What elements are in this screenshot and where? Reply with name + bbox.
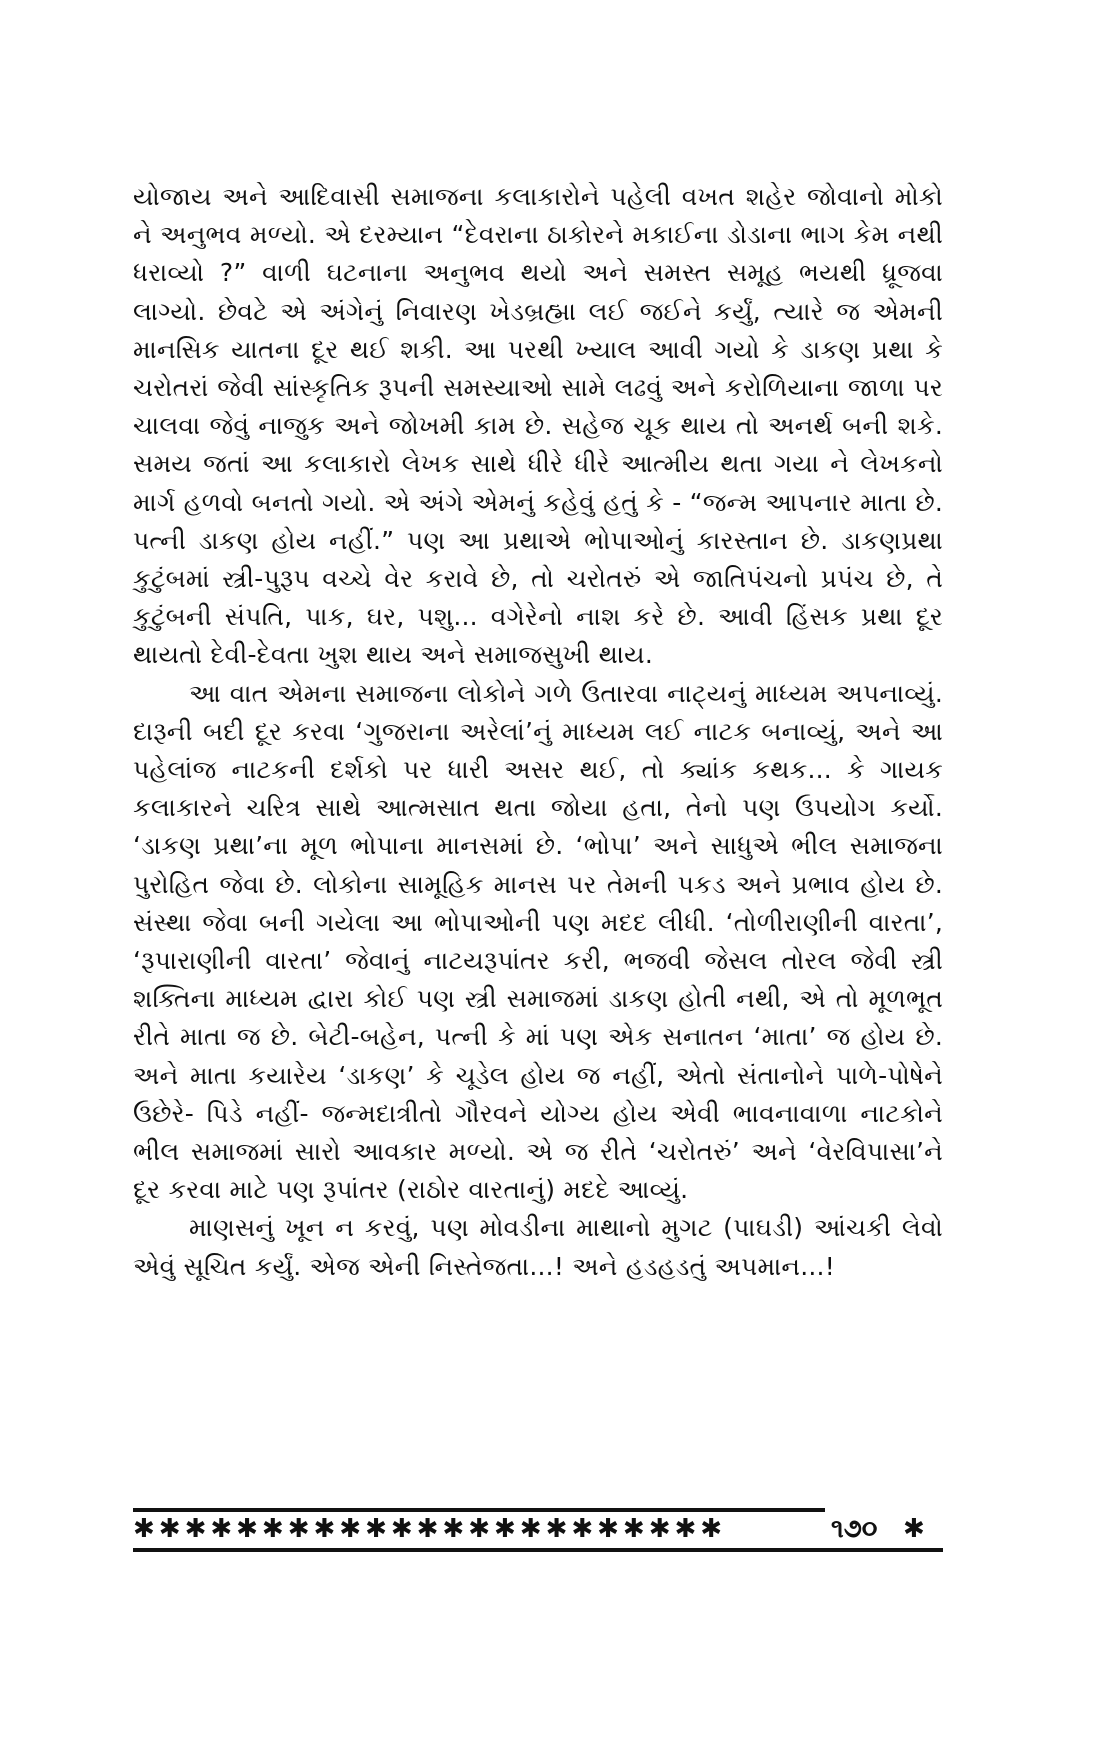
paragraph-theatre-medium: આ વાત એમના સમાજના લોકોને ગળે ઉતારવા નાટ્યનું માધ્યમ અપનાવ્યું. દારૂની બદી દૂર કરવા ‘ગુજરાના અરેલાં’નું માધ્યમ લઈ નાટક બનાવ્યું, અને આ પહેલાંજ નાટકની દર્શકો પર ધારી અસર થઈ, તો ક્યાંક કથક... કે ગાયક કલાકારને ચરિત્ર સાથે આત્મસાત થતા જોયા હતા, તેનો પણ ઉપયોગ કર્યો. ‘ડાકણ પ્રથા’ના મૂળ ભોપાના માનસમાં છે. ‘ભોપા’ અને સાધુએ ભીલ સમાજના પુરોહિત જેવા છે. લોકોના સામૂહિક માનસ પર તેમની પકડ અને પ્રભાવ હોય છે. સંસ્થા જેવા બની ગયેલા આ ભોપાઓની પણ મદદ લીધી. ‘તોળીરાણીની વારતા’, ‘રૂપારાણીની વારતા’ જેવાનું નાટયરૂપાંતર કરી, ભજવી જેસલ તોરલ જેવી સ્ત્રી શક્તિના માધ્યમ દ્વારા કોઈ પણ સ્ત્રી સમાજમાં ડાકણ હોતી નથી, એ તો મૂળભૂત રીતે માતા જ છે. બેટી-બહેન, પત્ની કે માં પણ એક સનાતન ‘માતા’ જ હોય છે. અને માતા કયારેય ‘ડાકણ’ કે ચૂડેલ હોય જ નહીં, એતો સંતાનોને પાળે-પોષેને ઉછેરે- પિડે નહીં- જન્મદાત્રીતો ગૌરવને યોગ્ય હોય એવી ભાવનાવાળા નાટકોને ભીલ સમાજમાં સારો આવકાર મળ્યો. એ જ રીતે ‘ચરોતરું’ અને ‘વેરવિપાસા’ને દૂર કરવા માટે પણ રૂપાંતર (રાઠોર વારતાનું) મદદે આવ્યું. (133, 678, 943, 1205)
footer-rule-top (133, 1508, 825, 1512)
paragraph-continued: યોજાય અને આદિવાસી સમાજના કલાકારોને પહેલી વખત શહેર જોવાનો મોકો ને અનુભવ મળ્યો. એ દરમ્યાન “દેવરાના ઠાકોરને મકાઈના ડોડાના ભાગ કેમ નથી ધરાવ્યો ?” વાળી ઘટનાના અનુભવ થયો અને સમસ્ત સમૂહ ભયથી ધ્રૂજવા લાગ્યો. છેવટે એ અંગેનું નિવારણ ખેડબ્રહ્મા લઈ જઈને કર્યું, ત્યારે જ એમની માનસિક યાતના દૂર થઈ શકી. આ પરથી ખ્યાલ આવી ગયો કે ડાકણ પ્રથા કે ચરોતરાં જેવી સાંસ્કૃતિક રૂપની સમસ્યાઓ સામે લઢવું અને કરોળિયાના જાળા પર ચાલવા જેવું નાજુક અને જોખમી કામ છે. સહેજ ચૂક થાય તો અનર્થ બની શકે. સમય જતાં આ કલાકારો લેખક સાથે ધીરે ધીરે આત્મીય થતા ગયા ને લેખકનો માર્ગ હળવો બનતો ગયો. એ અંગે એમનું કહેવું હતું કે - “જન્મ આપનાર માતા છે. પત્ની ડાકણ હોય નહીં.” પણ આ પ્રથાએ ભોપાઓનું કારસ્તાન છે. ડાકણપ્રથા કુટુંબમાં સ્ત્રી-પુરૂપ વચ્ચે વેર કરાવે છે, તો ચરોતરું એ જાતિપંચનો પ્રપંચ છે, તે કુટુંબની સંપતિ, પાક, ઘર, પશુ... વગેરેનો નાશ કરે છે. આવી હિંસક પ્રથા દૂર થાયતો દેવી-દેવતા ખુશ થાય અને સમાજસુખી થાય. (133, 182, 943, 670)
page-body (133, 178, 943, 1286)
footer-star-ornament: ✱✱✱✱✱✱✱✱✱✱✱✱✱✱✱✱✱✱✱✱✱✱✱ (133, 1514, 727, 1544)
paragraph-closing: માણસનું ખૂન ન કરવું, પણ મોવડીના માથાનો મુગટ (પાઘડી) આંચકી લેવો એવું સૂચિત કર્યું. એજ એની નિસ્તેજતા...! અને હડહડતું અપમાન...! (133, 1213, 943, 1281)
footer-rule-bottom (133, 1548, 943, 1552)
page-number: ૧૭૦ (831, 1514, 878, 1544)
page-footer (133, 1508, 943, 1560)
footer-end-star-icon: ✱ (903, 1514, 925, 1544)
